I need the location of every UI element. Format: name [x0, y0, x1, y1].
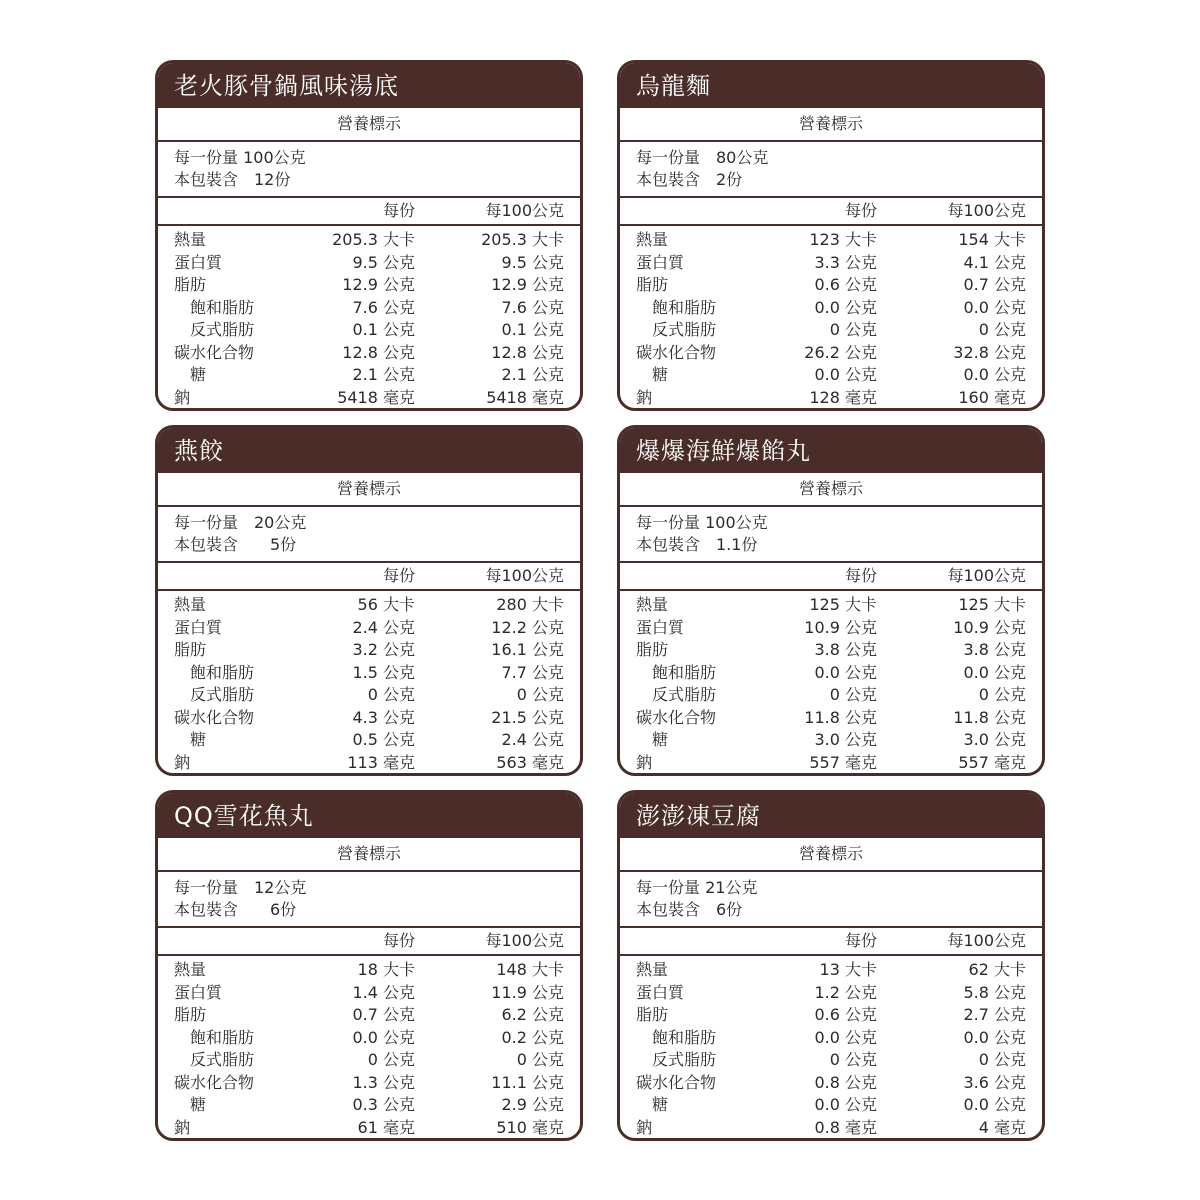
per-100g-value: 5.8 公克 — [963, 982, 1026, 1002]
per-serving-value: 0 公克 — [367, 1050, 415, 1069]
nutrient-row — [620, 594, 1042, 617]
nutrient-label: 飽和脂肪 — [652, 297, 717, 317]
per-100g-value: 557 毫克 — [958, 752, 1026, 772]
per-100g-value: 154 大卡 — [958, 230, 1026, 249]
per-100g-header: 每100公克 — [947, 931, 1026, 950]
nutrient-label: 糖 — [190, 365, 207, 384]
per-serving-value: 7.6 公克 — [352, 297, 415, 317]
nutrient-label: 碳水化合物 — [174, 342, 255, 362]
per-serving-value: 0.1 公克 — [352, 320, 415, 339]
per-serving-value: 0 公克 — [829, 320, 877, 339]
per-100g-header: 每100公克 — [485, 566, 564, 585]
nutrient-label: 糖 — [190, 1095, 207, 1114]
serving-info — [620, 872, 1042, 928]
per-100g-value: 12.9 公克 — [491, 275, 564, 294]
nutrient-label: 脂肪 — [174, 275, 207, 294]
nutrient-row — [620, 1004, 1042, 1027]
per-serving-value: 1.2 公克 — [814, 982, 877, 1002]
per-serving-value: 0.0 公克 — [814, 297, 877, 317]
per-serving-value: 12.9 公克 — [342, 275, 415, 294]
nutrient-row — [620, 364, 1042, 387]
nutrient-label: 蛋白質 — [174, 252, 223, 272]
serving-info — [620, 142, 1042, 198]
nutrient-label: 飽和脂肪 — [190, 297, 255, 317]
per-100g-value: 148 大卡 — [496, 960, 564, 979]
per-serving-value: 3.8 公克 — [814, 640, 877, 659]
nutrient-label: 反式脂肪 — [190, 1050, 255, 1069]
per-serving-value: 11.8 公克 — [804, 707, 877, 727]
nutrient-label: 碳水化合物 — [636, 1072, 717, 1092]
per-serving-value: 0.0 公克 — [814, 1095, 877, 1114]
nutrient-label: 糖 — [652, 1095, 669, 1114]
per-serving-value: 0 公克 — [829, 1050, 877, 1069]
nutrient-rows — [158, 226, 580, 409]
nutrient-label: 鈉 — [174, 1117, 191, 1137]
serving-size: 每一份量 100公克 — [636, 513, 768, 532]
per-serving-value: 3.3 公克 — [814, 252, 877, 272]
nutrient-row — [158, 1004, 580, 1027]
nutrient-label: 鈉 — [636, 752, 653, 772]
nutrient-label: 反式脂肪 — [190, 320, 255, 339]
serving-info — [620, 507, 1042, 563]
card-subtitle: 營養標示 — [620, 473, 1042, 507]
per-serving-value: 3.2 公克 — [352, 640, 415, 659]
nutrition-card — [155, 425, 583, 776]
per-100g-value: 0.0 公克 — [963, 1027, 1026, 1047]
per-serving-header: 每份 — [382, 566, 415, 585]
per-serving-value: 0.3 公克 — [352, 1095, 415, 1114]
per-serving-value: 0 公克 — [829, 685, 877, 704]
card-subtitle: 營養標示 — [620, 108, 1042, 142]
nutrient-row — [620, 617, 1042, 640]
nutrient-row — [158, 1094, 580, 1117]
nutrient-row — [158, 319, 580, 342]
nutrient-row — [158, 594, 580, 617]
per-100g-header: 每100公克 — [485, 201, 564, 220]
per-serving-value: 0.0 公克 — [814, 662, 877, 682]
per-serving-value: 128 毫克 — [809, 387, 877, 407]
nutrient-rows — [620, 226, 1042, 409]
nutrient-rows — [158, 591, 580, 774]
per-serving-value: 0.6 公克 — [814, 275, 877, 294]
nutrient-label: 反式脂肪 — [652, 685, 717, 704]
nutrition-card — [617, 790, 1045, 1141]
nutrient-label: 熱量 — [174, 230, 207, 249]
serving-size: 每一份量 21公克 — [636, 878, 758, 897]
per-serving-value: 0.6 公克 — [814, 1005, 877, 1024]
nutrient-label: 脂肪 — [174, 1005, 207, 1024]
per-serving-value: 0.7 公克 — [352, 1005, 415, 1024]
per-100g-value: 0 公克 — [516, 685, 564, 704]
nutrient-row — [620, 1072, 1042, 1095]
per-100g-value: 10.9 公克 — [953, 617, 1026, 637]
column-header — [158, 563, 580, 591]
per-serving-value: 2.1 公克 — [352, 365, 415, 384]
per-serving-value: 9.5 公克 — [352, 252, 415, 272]
nutrient-label: 鈉 — [174, 387, 191, 407]
per-serving-header: 每份 — [382, 931, 415, 950]
per-serving-value: 0.5 公克 — [352, 730, 415, 749]
nutrient-label: 碳水化合物 — [636, 342, 717, 362]
nutrient-row — [158, 1049, 580, 1072]
per-100g-value: 11.8 公克 — [953, 707, 1026, 727]
per-100g-value: 12.2 公克 — [491, 617, 564, 637]
nutrient-label: 反式脂肪 — [652, 320, 717, 339]
serving-info — [158, 507, 580, 563]
per-100g-value: 2.9 公克 — [501, 1095, 564, 1114]
nutrient-label: 脂肪 — [174, 640, 207, 659]
per-serving-value: 1.4 公克 — [352, 982, 415, 1002]
per-100g-value: 125 大卡 — [958, 595, 1026, 614]
nutrient-row — [158, 1027, 580, 1050]
nutrient-label: 鈉 — [174, 752, 191, 772]
nutrient-row — [620, 959, 1042, 982]
nutrient-label: 脂肪 — [636, 640, 669, 659]
column-header — [620, 563, 1042, 591]
per-100g-value: 6.2 公克 — [501, 1005, 564, 1024]
nutrient-row — [620, 707, 1042, 730]
nutrient-rows — [158, 956, 580, 1139]
nutrient-row — [158, 617, 580, 640]
per-100g-header: 每100公克 — [947, 201, 1026, 220]
per-serving-value: 125 大卡 — [809, 595, 877, 614]
per-100g-value: 205.3 大卡 — [481, 230, 564, 249]
per-100g-value: 4 毫克 — [978, 1117, 1026, 1137]
serving-size: 每一份量 20公克 — [174, 513, 307, 532]
servings-per-pack: 本包裝含 12份 — [174, 170, 291, 189]
per-serving-value: 4.3 公克 — [352, 707, 415, 727]
servings-per-pack: 本包裝含 6份 — [174, 900, 297, 919]
card-title: 澎澎凍豆腐 — [620, 793, 1042, 838]
per-serving-value: 1.3 公克 — [352, 1072, 415, 1092]
servings-per-pack: 本包裝含 6份 — [636, 900, 743, 919]
per-100g-value: 62 大卡 — [968, 960, 1026, 979]
per-serving-value: 3.0 公克 — [814, 730, 877, 749]
nutrient-label: 熱量 — [636, 595, 669, 614]
per-100g-value: 0 公克 — [978, 320, 1026, 339]
nutrient-row — [158, 662, 580, 685]
servings-per-pack: 本包裝含 2份 — [636, 170, 743, 189]
per-100g-value: 4.1 公克 — [963, 252, 1026, 272]
nutrient-row — [620, 1094, 1042, 1117]
per-100g-value: 7.7 公克 — [501, 662, 564, 682]
per-serving-value: 205.3 大卡 — [332, 230, 415, 249]
nutrient-row — [620, 297, 1042, 320]
serving-size: 每一份量 100公克 — [174, 148, 306, 167]
nutrient-row — [620, 229, 1042, 252]
nutrient-label: 熱量 — [174, 960, 207, 979]
nutrient-row — [620, 1049, 1042, 1072]
nutrient-label: 蛋白質 — [174, 617, 223, 637]
nutrient-row — [158, 1072, 580, 1095]
nutrient-row — [158, 342, 580, 365]
nutrient-row — [158, 959, 580, 982]
per-100g-value: 0.0 公克 — [963, 1095, 1026, 1114]
per-serving-value: 26.2 公克 — [804, 342, 877, 362]
nutrition-labels-grid — [155, 60, 1045, 1140]
per-serving-value: 0.8 毫克 — [814, 1117, 877, 1137]
per-100g-value: 11.9 公克 — [491, 982, 564, 1002]
per-100g-value: 0.1 公克 — [501, 320, 564, 339]
nutrient-row — [620, 252, 1042, 275]
per-serving-value: 56 大卡 — [357, 595, 415, 614]
per-serving-value: 0.0 公克 — [814, 365, 877, 384]
nutrient-row — [158, 252, 580, 275]
per-serving-value: 0.8 公克 — [814, 1072, 877, 1092]
per-serving-value: 0.0 公克 — [352, 1027, 415, 1047]
nutrient-label: 蛋白質 — [636, 252, 685, 272]
nutrient-label: 碳水化合物 — [636, 707, 717, 727]
nutrition-card — [617, 425, 1045, 776]
nutrient-row — [158, 752, 580, 775]
nutrient-row — [158, 729, 580, 752]
per-100g-value: 21.5 公克 — [491, 707, 564, 727]
nutrient-label: 碳水化合物 — [174, 707, 255, 727]
card-subtitle: 營養標示 — [158, 838, 580, 872]
nutrient-label: 脂肪 — [636, 275, 669, 294]
per-serving-value: 5418 毫克 — [337, 387, 415, 407]
per-serving-value: 12.8 公克 — [342, 342, 415, 362]
per-100g-value: 32.8 公克 — [953, 342, 1026, 362]
serving-size: 每一份量 12公克 — [174, 878, 307, 897]
nutrient-row — [620, 342, 1042, 365]
per-100g-value: 280 大卡 — [496, 595, 564, 614]
serving-info — [158, 872, 580, 928]
nutrient-row — [158, 707, 580, 730]
per-100g-value: 510 毫克 — [496, 1117, 564, 1137]
per-serving-value: 123 大卡 — [809, 230, 877, 249]
per-serving-header: 每份 — [844, 201, 877, 220]
nutrient-label: 脂肪 — [636, 1005, 669, 1024]
nutrient-row — [620, 662, 1042, 685]
nutrient-row — [620, 684, 1042, 707]
per-100g-value: 11.1 公克 — [491, 1072, 564, 1092]
serving-size: 每一份量 80公克 — [636, 148, 769, 167]
card-subtitle: 營養標示 — [620, 838, 1042, 872]
column-header — [620, 198, 1042, 226]
nutrient-row — [158, 639, 580, 662]
card-title: 爆爆海鮮爆餡丸 — [620, 428, 1042, 473]
per-serving-value: 10.9 公克 — [804, 617, 877, 637]
per-100g-value: 0.7 公克 — [963, 275, 1026, 294]
nutrient-label: 熱量 — [636, 960, 669, 979]
nutrient-row — [158, 1117, 580, 1140]
nutrient-row — [620, 319, 1042, 342]
card-title: 烏龍麵 — [620, 63, 1042, 108]
nutrient-row — [158, 229, 580, 252]
per-100g-value: 0.0 公克 — [963, 297, 1026, 317]
per-100g-value: 5418 毫克 — [486, 387, 564, 407]
nutrient-label: 糖 — [190, 730, 207, 749]
nutrient-label: 飽和脂肪 — [652, 1027, 717, 1047]
card-subtitle: 營養標示 — [158, 473, 580, 507]
column-header — [620, 928, 1042, 956]
per-100g-value: 563 毫克 — [496, 752, 564, 772]
card-title: 老火豚骨鍋風味湯底 — [158, 63, 580, 108]
per-serving-value: 2.4 公克 — [352, 617, 415, 637]
nutrient-label: 反式脂肪 — [652, 1050, 717, 1069]
per-100g-value: 9.5 公克 — [501, 252, 564, 272]
per-100g-value: 0 公克 — [978, 1050, 1026, 1069]
nutrient-label: 蛋白質 — [636, 617, 685, 637]
per-100g-value: 0.0 公克 — [963, 662, 1026, 682]
nutrient-row — [620, 1117, 1042, 1140]
nutrient-row — [620, 1027, 1042, 1050]
nutrition-card — [155, 60, 583, 411]
per-100g-value: 160 毫克 — [958, 387, 1026, 407]
per-serving-value: 1.5 公克 — [352, 662, 415, 682]
nutrient-label: 飽和脂肪 — [190, 662, 255, 682]
nutrient-label: 糖 — [652, 730, 669, 749]
servings-per-pack: 本包裝含 1.1份 — [636, 535, 758, 554]
nutrient-row — [158, 684, 580, 707]
nutrition-card — [617, 60, 1045, 411]
per-100g-value: 0.0 公克 — [963, 365, 1026, 384]
nutrient-label: 熱量 — [174, 595, 207, 614]
nutrient-row — [620, 274, 1042, 297]
per-100g-value: 7.6 公克 — [501, 297, 564, 317]
nutrition-card — [155, 790, 583, 1141]
nutrient-row — [158, 297, 580, 320]
per-100g-value: 3.8 公克 — [963, 640, 1026, 659]
per-serving-value: 0.0 公克 — [814, 1027, 877, 1047]
nutrient-label: 鈉 — [636, 1117, 653, 1137]
per-100g-value: 3.0 公克 — [963, 730, 1026, 749]
per-100g-value: 3.6 公克 — [963, 1072, 1026, 1092]
column-header — [158, 198, 580, 226]
nutrient-label: 鈉 — [636, 387, 653, 407]
per-100g-value: 2.1 公克 — [501, 365, 564, 384]
per-serving-value: 61 毫克 — [357, 1117, 415, 1137]
per-100g-header: 每100公克 — [485, 931, 564, 950]
nutrient-label: 反式脂肪 — [190, 685, 255, 704]
servings-per-pack: 本包裝含 5份 — [174, 535, 297, 554]
nutrient-label: 蛋白質 — [174, 982, 223, 1002]
nutrient-label: 飽和脂肪 — [652, 662, 717, 682]
per-100g-value: 0.2 公克 — [501, 1027, 564, 1047]
nutrient-label: 蛋白質 — [636, 982, 685, 1002]
nutrient-row — [620, 729, 1042, 752]
nutrient-row — [158, 364, 580, 387]
nutrient-row — [158, 274, 580, 297]
nutrient-row — [620, 639, 1042, 662]
card-title: QQ雪花魚丸 — [158, 793, 580, 838]
card-subtitle: 營養標示 — [158, 108, 580, 142]
per-serving-value: 0 公克 — [367, 685, 415, 704]
per-serving-value: 13 大卡 — [819, 960, 877, 979]
per-100g-value: 0 公克 — [516, 1050, 564, 1069]
per-serving-header: 每份 — [844, 931, 877, 950]
nutrient-label: 碳水化合物 — [174, 1072, 255, 1092]
nutrient-row — [158, 982, 580, 1005]
nutrient-row — [158, 387, 580, 410]
column-header — [158, 928, 580, 956]
per-100g-value: 12.8 公克 — [491, 342, 564, 362]
nutrient-rows — [620, 591, 1042, 774]
nutrient-row — [620, 387, 1042, 410]
nutrient-row — [620, 752, 1042, 775]
nutrient-rows — [620, 956, 1042, 1139]
per-serving-value: 113 毫克 — [347, 752, 415, 772]
per-serving-header: 每份 — [382, 201, 415, 220]
per-serving-value: 557 毫克 — [809, 752, 877, 772]
nutrient-label: 熱量 — [636, 230, 669, 249]
per-serving-header: 每份 — [844, 566, 877, 585]
serving-info — [158, 142, 580, 198]
nutrient-label: 飽和脂肪 — [190, 1027, 255, 1047]
nutrient-label: 糖 — [652, 365, 669, 384]
per-100g-value: 2.4 公克 — [501, 730, 564, 749]
card-title: 燕餃 — [158, 428, 580, 473]
per-100g-value: 2.7 公克 — [963, 1005, 1026, 1024]
per-100g-value: 0 公克 — [978, 685, 1026, 704]
per-serving-value: 18 大卡 — [357, 960, 415, 979]
nutrient-row — [620, 982, 1042, 1005]
per-100g-header: 每100公克 — [947, 566, 1026, 585]
per-100g-value: 16.1 公克 — [491, 640, 564, 659]
